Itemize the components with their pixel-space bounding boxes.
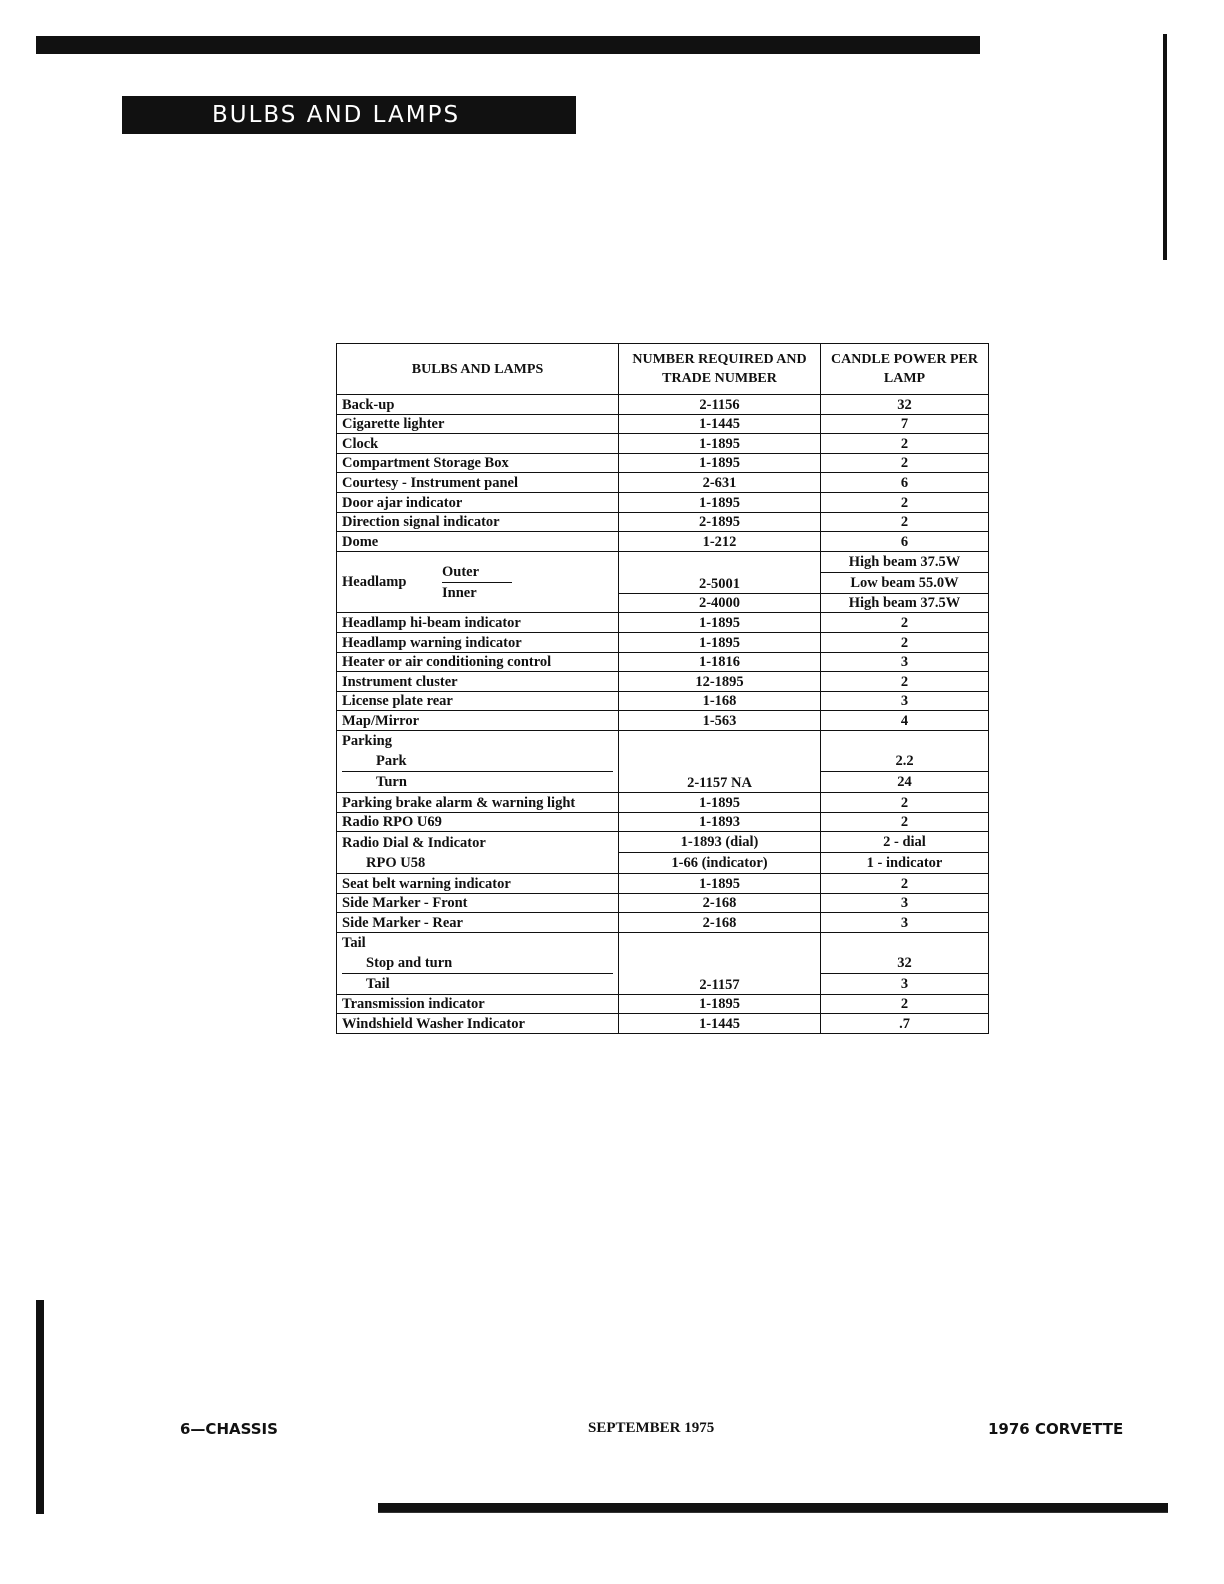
row-item: Cigarette lighter — [337, 414, 619, 434]
tail-item-cell — [337, 932, 619, 994]
row-item: Radio RPO U69 — [337, 812, 619, 832]
parking-park-label: Park — [342, 751, 613, 772]
radio-indicator-number: 1-66 (indicator) — [671, 855, 768, 872]
row-number: 2-168 — [619, 893, 821, 913]
row-number: 12-1895 — [619, 672, 821, 692]
row-item: Dome — [337, 532, 619, 552]
row-number: 1-1445 — [619, 1014, 821, 1034]
footer-date: SEPTEMBER 1975 — [588, 1420, 715, 1436]
row-number: 1-1895 — [619, 492, 821, 512]
row-item: Compartment Storage Box — [337, 453, 619, 473]
table-row — [337, 874, 989, 894]
row-candle-power: 32 — [821, 395, 989, 415]
row-candle-power: .7 — [821, 1014, 989, 1034]
table-row — [337, 812, 989, 832]
row-number: 1-1445 — [619, 414, 821, 434]
table-row — [337, 691, 989, 711]
table-row-radio-dial — [337, 832, 989, 874]
radio-dial-cp: 2 - dial — [821, 832, 988, 853]
table-row — [337, 913, 989, 933]
table-row — [337, 512, 989, 532]
row-candle-power: 2 — [821, 453, 989, 473]
table-row — [337, 711, 989, 731]
parking-label: Parking — [342, 732, 392, 749]
radio-indicator-cp: 1 - indicator — [866, 855, 943, 872]
row-candle-power: 2 — [821, 492, 989, 512]
table-row — [337, 652, 989, 672]
row-candle-power: 3 — [821, 691, 989, 711]
table-row — [337, 613, 989, 633]
footer-model: 1976 CORVETTE — [988, 1420, 1124, 1438]
row-number: 2-168 — [619, 913, 821, 933]
table-row-parking — [337, 730, 989, 792]
row-number: 2-1156 — [619, 395, 821, 415]
bottom-rule-thin — [378, 1512, 1168, 1513]
tail-label: Tail — [342, 934, 366, 951]
row-item: Instrument cluster — [337, 672, 619, 692]
table-row — [337, 473, 989, 493]
table-row — [337, 532, 989, 552]
parking-park-cp: 2.2 — [821, 751, 988, 772]
row-item: Door ajar indicator — [337, 492, 619, 512]
row-item: Direction signal indicator — [337, 512, 619, 532]
row-item: Courtesy - Instrument panel — [337, 473, 619, 493]
table-row — [337, 632, 989, 652]
table-row — [337, 453, 989, 473]
row-number: 1-212 — [619, 532, 821, 552]
radio-dial-number: 1-1893 (dial) — [619, 832, 820, 853]
row-item: Heater or air conditioning control — [337, 652, 619, 672]
row-candle-power: 3 — [821, 893, 989, 913]
headlamp-outer-cp — [821, 551, 989, 593]
table-row — [337, 994, 989, 1014]
row-item: Side Marker - Front — [337, 893, 619, 913]
row-item: License plate rear — [337, 691, 619, 711]
header-number: NUMBER REQUIRED AND TRADE NUMBER — [619, 344, 821, 395]
row-item: Windshield Washer Indicator — [337, 1014, 619, 1034]
row-candle-power: 7 — [821, 414, 989, 434]
table-row — [337, 792, 989, 812]
headlamp-outer-cp-high: High beam 37.5W — [821, 552, 988, 573]
parking-turn-cp: 24 — [897, 773, 912, 790]
parking-number: 2-1157 NA — [619, 730, 821, 792]
bulbs-table — [336, 343, 989, 1034]
row-number: 2-631 — [619, 473, 821, 493]
headlamp-outer-cp-low: Low beam 55.0W — [850, 574, 959, 591]
row-candle-power: 2 — [821, 632, 989, 652]
row-item: Parking brake alarm & warning light — [337, 792, 619, 812]
tail-stop-turn-cp: 32 — [821, 953, 988, 974]
row-number: 1-1895 — [619, 994, 821, 1014]
table-row — [337, 672, 989, 692]
tail-cp-cell — [821, 932, 989, 994]
parking-cp-cell — [821, 730, 989, 792]
radio-dial-item-cell — [337, 832, 619, 874]
header-candle-power: CANDLE POWER PER LAMP — [821, 344, 989, 395]
headlamp-label: Headlamp — [342, 574, 407, 591]
row-candle-power: 2 — [821, 994, 989, 1014]
row-item: Back-up — [337, 395, 619, 415]
section-title: BULBS AND LAMPS — [122, 96, 576, 134]
tail-tail-label: Tail — [366, 975, 390, 992]
row-number: 1-1895 — [619, 613, 821, 633]
bottom-rule — [378, 1503, 1168, 1512]
top-rule — [36, 36, 980, 54]
right-rule — [1163, 34, 1167, 260]
row-candle-power: 2 — [821, 672, 989, 692]
radio-dial-number-cell — [619, 832, 821, 874]
row-number: 1-168 — [619, 691, 821, 711]
tail-stop-turn-label: Stop and turn — [342, 953, 613, 974]
headlamp-outer-number: 2-5001 — [619, 551, 821, 593]
parking-item-cell — [337, 730, 619, 792]
table-row-headlamp — [337, 551, 989, 593]
radio-dial-cp-cell — [821, 832, 989, 874]
headlamp-item-cell — [337, 551, 619, 613]
table-row — [337, 1014, 989, 1034]
row-item: Seat belt warning indicator — [337, 874, 619, 894]
row-number: 1-1895 — [619, 632, 821, 652]
headlamp-outer-label: Outer — [442, 562, 512, 583]
row-item: Transmission indicator — [337, 994, 619, 1014]
table-row — [337, 414, 989, 434]
headlamp-inner-label: Inner — [442, 584, 477, 601]
row-item: Headlamp hi-beam indicator — [337, 613, 619, 633]
row-candle-power: 2 — [821, 792, 989, 812]
footer-section: 6—CHASSIS — [180, 1420, 278, 1438]
row-item: Map/Mirror — [337, 711, 619, 731]
row-number: 2-1895 — [619, 512, 821, 532]
row-candle-power: 2 — [821, 812, 989, 832]
table-body — [337, 395, 989, 1034]
row-number: 1-1895 — [619, 874, 821, 894]
row-candle-power: 6 — [821, 532, 989, 552]
parking-turn-label: Turn — [376, 773, 407, 790]
row-item: Side Marker - Rear — [337, 913, 619, 933]
tail-number: 2-1157 — [619, 932, 821, 994]
row-item: Clock — [337, 434, 619, 454]
row-number: 1-1895 — [619, 792, 821, 812]
row-candle-power: 3 — [821, 913, 989, 933]
row-candle-power: 3 — [821, 652, 989, 672]
table-row — [337, 492, 989, 512]
row-number: 1-1893 — [619, 812, 821, 832]
row-candle-power: 4 — [821, 711, 989, 731]
parking-cp-spacer — [821, 731, 988, 751]
table-row-tail — [337, 932, 989, 994]
tail-cp-spacer — [821, 933, 988, 953]
left-rule — [36, 1300, 44, 1514]
headlamp-inner-number: 2-4000 — [619, 593, 821, 613]
row-number: 1-1895 — [619, 453, 821, 473]
header-bulbs: BULBS AND LAMPS — [337, 344, 619, 395]
radio-dial-rpo: RPO U58 — [366, 855, 426, 872]
bulbs-table-container — [336, 343, 988, 1034]
table-row — [337, 395, 989, 415]
row-number: 1-1895 — [619, 434, 821, 454]
row-item: Headlamp warning indicator — [337, 632, 619, 652]
radio-dial-label: Radio Dial & Indicator — [342, 835, 486, 852]
table-header-row — [337, 344, 989, 395]
row-number: 1-1816 — [619, 652, 821, 672]
row-candle-power: 2 — [821, 434, 989, 454]
table-row — [337, 434, 989, 454]
row-candle-power: 6 — [821, 473, 989, 493]
table-row — [337, 893, 989, 913]
row-number: 1-563 — [619, 711, 821, 731]
tail-tail-cp: 3 — [900, 975, 909, 992]
row-candle-power: 2 — [821, 613, 989, 633]
row-candle-power: 2 — [821, 512, 989, 532]
headlamp-inner-cp: High beam 37.5W — [821, 593, 989, 613]
row-candle-power: 2 — [821, 874, 989, 894]
